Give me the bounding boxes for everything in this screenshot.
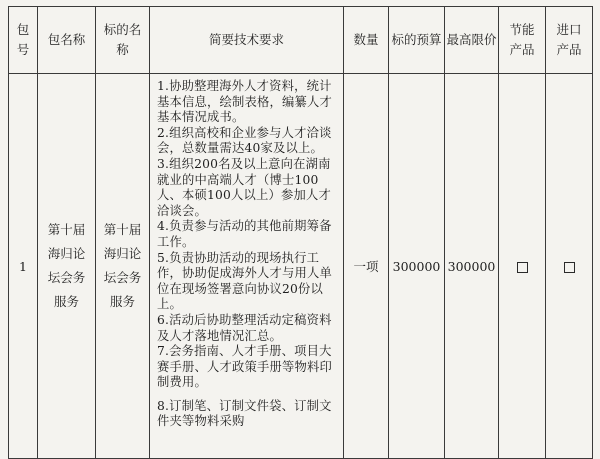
cell-package-name: 第十届海归论坛会务服务 xyxy=(38,74,96,459)
header-row xyxy=(9,7,593,74)
header-technical-requirements: 简要技术要求 xyxy=(150,7,344,74)
header-max-price: 最高限价 xyxy=(445,7,499,74)
requirement-item: 1.协助整理海外人才资料，统计基本信息，绘制表格，编纂人才基本情况成书。 xyxy=(157,79,332,125)
requirement-item: 5.负责协助活动的现场执行工作，协助促成海外人才与用人单位在现场签署意向协议20份以上。 xyxy=(157,250,332,312)
procurement-table xyxy=(8,6,593,459)
header-budget: 标的预算 xyxy=(389,7,445,74)
checkbox-icon[interactable] xyxy=(564,262,575,273)
cell-max-price: 300000 xyxy=(445,74,499,459)
table-row xyxy=(9,74,593,459)
cell-imported xyxy=(546,74,593,459)
cell-technical-requirements xyxy=(150,74,344,459)
header-bid-name: 标的名称 xyxy=(96,7,150,74)
requirement-item: 2.组织高校和企业参与人才洽谈会，总数量需达40家及以上。 xyxy=(157,125,332,156)
checkbox-icon[interactable] xyxy=(517,262,528,273)
cell-budget: 300000 xyxy=(389,74,445,459)
header-imported: 进口产品 xyxy=(546,7,593,74)
header-energy-saving: 节能产品 xyxy=(499,7,546,74)
cell-bid-name: 第十届海归论坛会务服务 xyxy=(96,74,150,459)
requirement-item: 3.组织200名及以上意向在湖南就业的中高端人才（博士100人、本硕100人以上）参加人才洽谈会。 xyxy=(157,156,332,218)
requirement-item: 6.活动后协助整理活动定稿资料及人才落地情况汇总。 xyxy=(157,312,332,343)
header-quantity: 数量 xyxy=(344,7,389,74)
requirement-item: 8.订制笔、订制文件袋、订制文件夹等物料采购 xyxy=(157,398,332,429)
cell-quantity: 一项 xyxy=(344,74,389,459)
cell-energy-saving xyxy=(499,74,546,459)
header-package-number: 包号 xyxy=(9,7,38,74)
requirement-item: 4.负责参与活动的其他前期筹备工作。 xyxy=(157,219,332,249)
requirement-item: 7.会务指南、人才手册、项目大赛手册、人才政策手册等物料印制费用。 xyxy=(157,344,332,390)
cell-package-number: 1 xyxy=(9,74,38,459)
header-package-name: 包名称 xyxy=(38,7,96,74)
